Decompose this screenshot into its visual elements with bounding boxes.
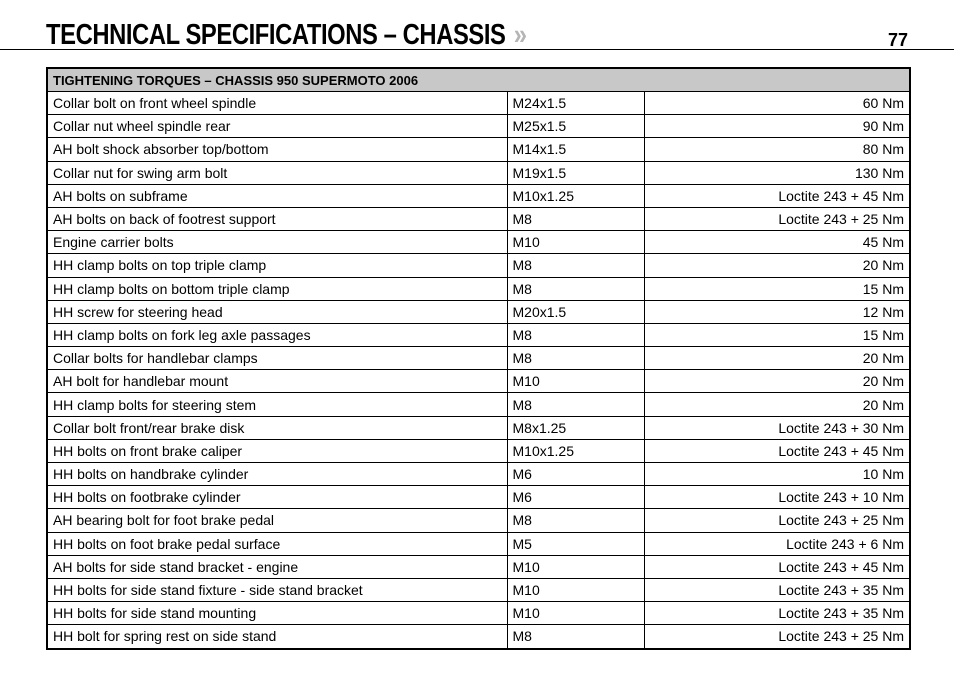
thread-cell: M10 <box>507 555 644 578</box>
table-row <box>47 323 910 346</box>
thread-cell: M8 <box>507 277 644 300</box>
table-row <box>47 555 910 578</box>
table-row <box>47 532 910 555</box>
part-cell: AH bolts for side stand bracket - engine <box>47 555 507 578</box>
thread-cell: M10x1.25 <box>507 439 644 462</box>
part-cell: Collar nut for swing arm bolt <box>47 161 507 184</box>
table-row <box>47 416 910 439</box>
torque-cell: 10 Nm <box>644 463 910 486</box>
table-body <box>47 92 910 649</box>
torque-table <box>46 67 911 650</box>
part-cell: HH bolts on footbrake cylinder <box>47 486 507 509</box>
torque-cell: 80 Nm <box>644 138 910 161</box>
torque-cell: Loctite 243 + 25 Nm <box>644 207 910 230</box>
torque-cell: Loctite 243 + 35 Nm <box>644 578 910 601</box>
thread-cell: M10x1.25 <box>507 184 644 207</box>
table-row <box>47 115 910 138</box>
thread-cell: M6 <box>507 486 644 509</box>
table-row <box>47 138 910 161</box>
table-row <box>47 393 910 416</box>
thread-cell: M6 <box>507 463 644 486</box>
page-title-text: TECHNICAL SPECIFICATIONS – CHASSIS <box>46 19 506 51</box>
part-cell: Collar bolt on front wheel spindle <box>47 92 507 115</box>
torque-cell: Loctite 243 + 45 Nm <box>644 439 910 462</box>
table-row <box>47 92 910 115</box>
thread-cell: M10 <box>507 578 644 601</box>
thread-cell: M14x1.5 <box>507 138 644 161</box>
torque-cell: Loctite 243 + 10 Nm <box>644 486 910 509</box>
page-header <box>0 0 954 50</box>
table-row <box>47 509 910 532</box>
table-heading: TIGHTENING TORQUES – CHASSIS 950 SUPERMOTO 2006 <box>47 68 910 92</box>
part-cell: Engine carrier bolts <box>47 231 507 254</box>
torque-cell: 60 Nm <box>644 92 910 115</box>
part-cell: HH bolts for side stand mounting <box>47 602 507 625</box>
table-row <box>47 277 910 300</box>
table-heading-row <box>47 68 910 92</box>
table-row <box>47 602 910 625</box>
part-cell: Collar bolt front/rear brake disk <box>47 416 507 439</box>
part-cell: Collar nut wheel spindle rear <box>47 115 507 138</box>
table-row <box>47 486 910 509</box>
thread-cell: M8 <box>507 323 644 346</box>
part-cell: HH bolts on foot brake pedal surface <box>47 532 507 555</box>
part-cell: AH bolt shock absorber top/bottom <box>47 138 507 161</box>
torque-cell: 20 Nm <box>644 393 910 416</box>
torque-cell: 90 Nm <box>644 115 910 138</box>
torque-cell: Loctite 243 + 45 Nm <box>644 555 910 578</box>
table-row <box>47 625 910 649</box>
chevron-icon: » <box>513 19 527 51</box>
torque-cell: 45 Nm <box>644 231 910 254</box>
table-row <box>47 231 910 254</box>
part-cell: HH bolts on handbrake cylinder <box>47 463 507 486</box>
thread-cell: M8 <box>507 625 644 649</box>
thread-cell: M8 <box>507 207 644 230</box>
part-cell: AH bolt for handlebar mount <box>47 370 507 393</box>
table-row <box>47 347 910 370</box>
page-number: 77 <box>887 30 908 50</box>
table-row <box>47 578 910 601</box>
table-row <box>47 161 910 184</box>
thread-cell: M10 <box>507 370 644 393</box>
page-title <box>46 18 527 52</box>
torque-cell: 15 Nm <box>644 277 910 300</box>
torque-cell: Loctite 243 + 35 Nm <box>644 602 910 625</box>
torque-cell: Loctite 243 + 25 Nm <box>644 509 910 532</box>
thread-cell: M24x1.5 <box>507 92 644 115</box>
thread-cell: M8 <box>507 509 644 532</box>
thread-cell: M20x1.5 <box>507 300 644 323</box>
table-row <box>47 463 910 486</box>
table-row <box>47 254 910 277</box>
thread-cell: M8 <box>507 254 644 277</box>
torque-cell: Loctite 243 + 30 Nm <box>644 416 910 439</box>
thread-cell: M25x1.5 <box>507 115 644 138</box>
table-row <box>47 370 910 393</box>
table-row <box>47 207 910 230</box>
part-cell: HH clamp bolts for steering stem <box>47 393 507 416</box>
torque-cell: 15 Nm <box>644 323 910 346</box>
thread-cell: M8x1.25 <box>507 416 644 439</box>
thread-cell: M8 <box>507 393 644 416</box>
table-row <box>47 300 910 323</box>
part-cell: HH bolts for side stand fixture - side stand bracket <box>47 578 507 601</box>
part-cell: HH bolt for spring rest on side stand <box>47 625 507 649</box>
thread-cell: M19x1.5 <box>507 161 644 184</box>
thread-cell: M10 <box>507 231 644 254</box>
part-cell: AH bolts on back of footrest support <box>47 207 507 230</box>
part-cell: HH clamp bolts on top triple clamp <box>47 254 507 277</box>
part-cell: Collar bolts for handlebar clamps <box>47 347 507 370</box>
torque-cell: 20 Nm <box>644 370 910 393</box>
torque-cell: Loctite 243 + 45 Nm <box>644 184 910 207</box>
part-cell: AH bearing bolt for foot brake pedal <box>47 509 507 532</box>
table-row <box>47 439 910 462</box>
table-row <box>47 184 910 207</box>
thread-cell: M5 <box>507 532 644 555</box>
torque-cell: 130 Nm <box>644 161 910 184</box>
torque-cell: 12 Nm <box>644 300 910 323</box>
part-cell: HH clamp bolts on bottom triple clamp <box>47 277 507 300</box>
torque-cell: 20 Nm <box>644 347 910 370</box>
thread-cell: M10 <box>507 602 644 625</box>
torque-cell: Loctite 243 + 25 Nm <box>644 625 910 649</box>
part-cell: HH screw for steering head <box>47 300 507 323</box>
part-cell: AH bolts on subframe <box>47 184 507 207</box>
thread-cell: M8 <box>507 347 644 370</box>
part-cell: HH bolts on front brake caliper <box>47 439 507 462</box>
part-cell: HH clamp bolts on fork leg axle passages <box>47 323 507 346</box>
torque-cell: Loctite 243 + 6 Nm <box>644 532 910 555</box>
torque-cell: 20 Nm <box>644 254 910 277</box>
